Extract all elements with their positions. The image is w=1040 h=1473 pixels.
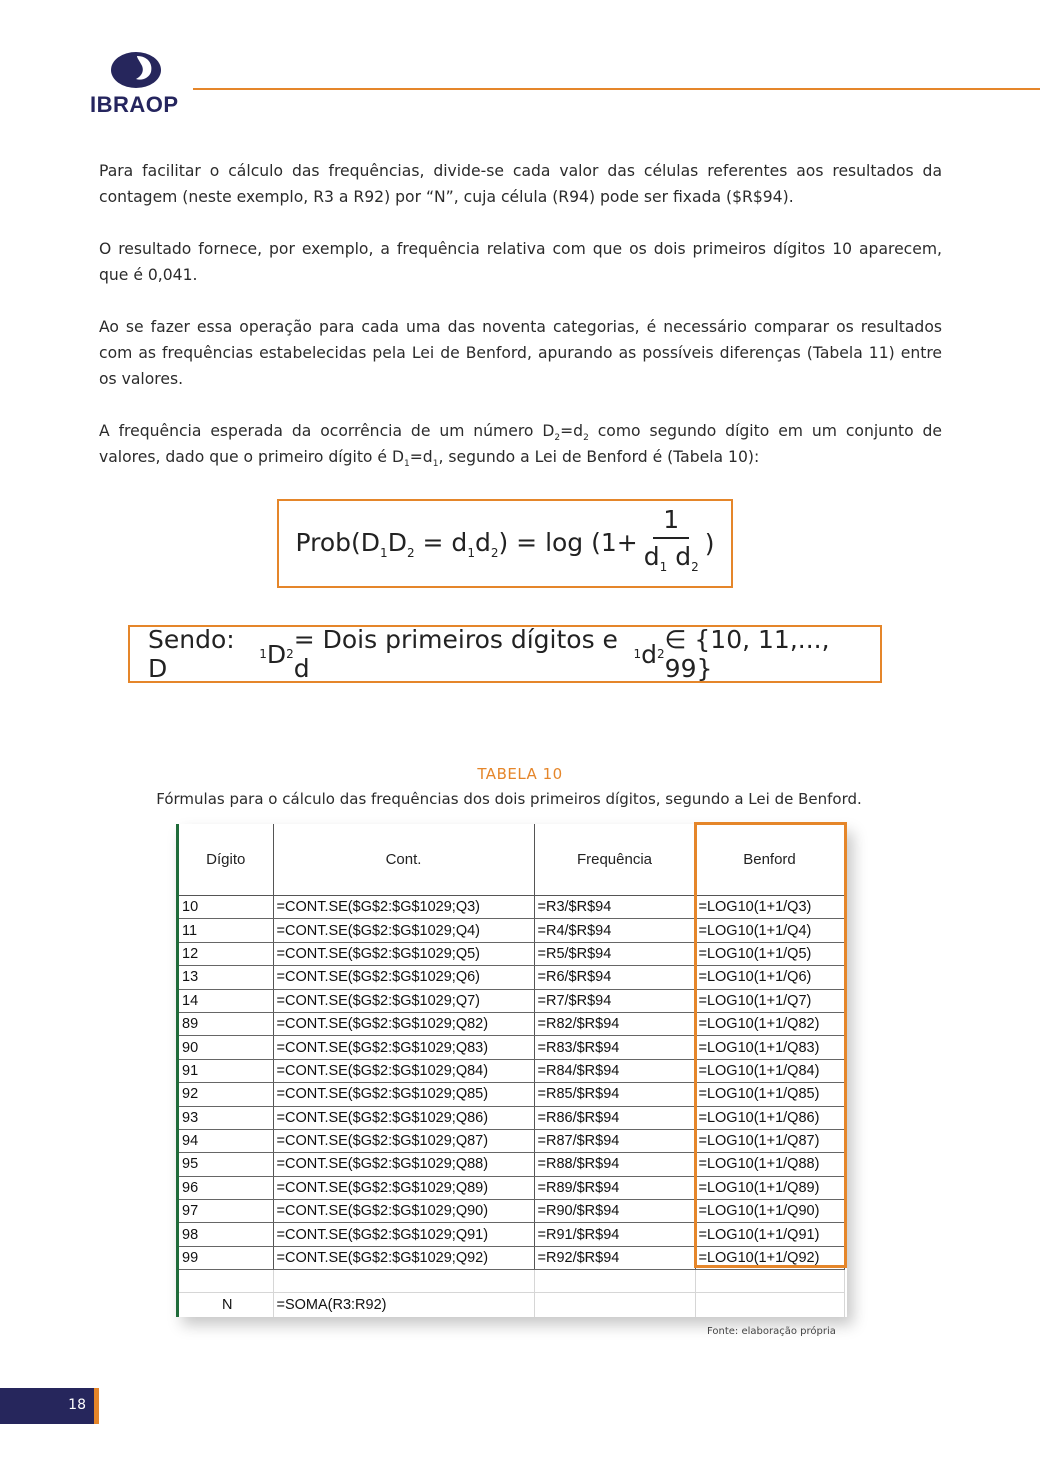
ibraop-logo — [90, 50, 190, 118]
table-source: Fonte: elaboração própria — [707, 1326, 836, 1337]
table-row: 89 =CONT.SE($G$2:$G$1029;Q82) =R82/$R$94 =LOG10(1+1/Q82) — [179, 1012, 844, 1035]
paragraph-4: A frequência esperada da ocorrência de um número $D_2=d_2$ como segundo dígito em um conjunto de valores, dado que o primeiro dígito é $D_1=d_1$, segundo a Lei de Benford é (Tabela 10): — [99, 422, 942, 470]
table-total-row — [179, 1293, 844, 1318]
table-empty-row — [179, 1270, 844, 1293]
page-number: 18 — [68, 1397, 86, 1413]
header-frequencia: Frequência — [534, 824, 695, 896]
spreadsheet-table — [176, 824, 847, 1317]
table-row: 13 =CONT.SE($G$2:$G$1029;Q6) =R6/$R$94 =LOG10(1+1/Q6) — [179, 966, 844, 989]
header-benford: Benford — [695, 824, 844, 896]
formula-numerator: 1 — [653, 503, 689, 539]
benford-formula-box — [277, 499, 733, 588]
body-text — [99, 158, 942, 496]
table-row: 91 =CONT.SE($G$2:$G$1029;Q84) =R84/$R$94 =LOG10(1+1/Q84) — [179, 1059, 844, 1082]
page-tab-accent — [94, 1388, 99, 1424]
table-row: 94 =CONT.SE($G$2:$G$1029;Q87) =R87/$R$94 =LOG10(1+1/Q87) — [179, 1129, 844, 1152]
table-row: 95 =CONT.SE($G$2:$G$1029;Q88) =R88/$R$94 =LOG10(1+1/Q88) — [179, 1153, 844, 1176]
table-row: 14 =CONT.SE($G$2:$G$1029;Q7) =R7/$R$94 =LOG10(1+1/Q7) — [179, 989, 844, 1012]
table-row: 10 =CONT.SE($G$2:$G$1029;Q3) =R3/$R$94 =LOG10(1+1/Q3) — [179, 896, 844, 919]
header-cont: Cont. — [273, 824, 534, 896]
formula-fraction — [644, 503, 699, 585]
table-row: 90 =CONT.SE($G$2:$G$1029;Q83) =R83/$R$94 =LOG10(1+1/Q83) — [179, 1036, 844, 1059]
table-header-row — [179, 824, 844, 896]
table-row: 98 =CONT.SE($G$2:$G$1029;Q91) =R91/$R$94 =LOG10(1+1/Q91) — [179, 1223, 844, 1246]
page-number-tab — [0, 1388, 94, 1424]
header-rule — [193, 88, 1040, 90]
total-label: N — [179, 1293, 273, 1318]
formula-lhs: $Prob(D_1D_2 = d_1d_2) = \log (1+$ — [295, 527, 638, 560]
table-row: 93 =CONT.SE($G$2:$G$1029;Q86) =R86/$R$94 =LOG10(1+1/Q86) — [179, 1106, 844, 1129]
logo-text: IBRAOP — [90, 92, 179, 117]
definition-box: Sendo: D 1 D 2 = Dois primeiros dígitos e d 1 d 2 ∈ {10, 11,..., 99} — [128, 625, 882, 683]
table-row: 92 =CONT.SE($G$2:$G$1029;Q85) =R85/$R$94 =LOG10(1+1/Q85) — [179, 1083, 844, 1106]
paragraph-3: Ao se fazer essa operação para cada uma das noventa categorias, é necessário comparar os resultados com as frequências estabelecidas pela Lei de Benford, apurando as possíveis diferenças (Tabela 11) entre os valores. — [99, 318, 942, 388]
table-subtitle: Fórmulas para o cálculo das frequências dos dois primeiros dígitos, segundo a Lei de Benford. — [156, 790, 862, 808]
table-row: 99 =CONT.SE($G$2:$G$1029;Q92) =R92/$R$94 =LOG10(1+1/Q92) — [179, 1246, 844, 1269]
table-title: TABELA 10 — [477, 765, 563, 783]
total-formula: =SOMA(R3:R92) — [273, 1293, 534, 1318]
formula-rhs: ) — [704, 529, 715, 558]
table-row: 96 =CONT.SE($G$2:$G$1029;Q89) =R89/$R$94 =LOG10(1+1/Q89) — [179, 1176, 844, 1199]
paragraph-2: O resultado fornece, por exemplo, a frequência relativa com que os dois primeiros dígitos 10 aparecem, que é 0,041. — [99, 240, 942, 284]
header-digito: Dígito — [179, 824, 273, 896]
ibraop-logo-icon — [108, 50, 164, 90]
table-row: 12 =CONT.SE($G$2:$G$1029;Q5) =R5/$R$94 =LOG10(1+1/Q5) — [179, 942, 844, 965]
table-row: 97 =CONT.SE($G$2:$G$1029;Q90) =R90/$R$94 =LOG10(1+1/Q90) — [179, 1200, 844, 1223]
paragraph-1: Para facilitar o cálculo das frequências, divide-se cada valor das células referentes aos resultados da contagem (neste exemplo, R3 a R92) por “N”, cuja célula (R94) pode ser fixada ($R$94). — [99, 162, 942, 206]
table-row: 11 =CONT.SE($G$2:$G$1029;Q4) =R4/$R$94 =LOG10(1+1/Q4) — [179, 919, 844, 942]
formula-denominator: $d_1$ $d_2$ — [643, 541, 699, 574]
